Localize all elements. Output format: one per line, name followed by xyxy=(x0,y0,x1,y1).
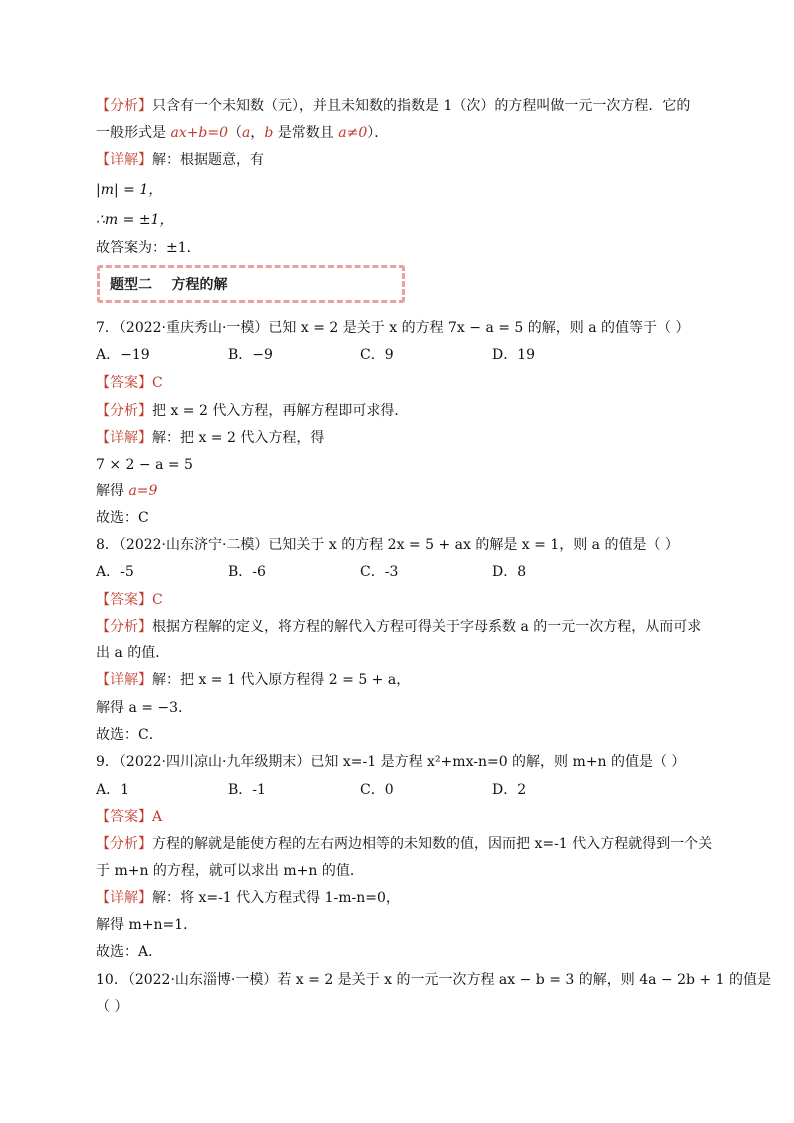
q8-choose: 故选：C． xyxy=(96,727,163,743)
m-result: ∴m = ±1， xyxy=(96,212,174,228)
q7-analysis xyxy=(96,401,706,421)
analysis-text: 根据方程解的定义，将方程的解代入方程可得关于字母系数 a 的一元一次方程，从而可求 xyxy=(152,619,702,635)
q9-step1: 解得 m+n=1． xyxy=(96,917,198,933)
detail-text: 解：把 x = 1 代入原方程得 2 = 5 + a， xyxy=(152,672,411,688)
q8-option-d: D．8 xyxy=(492,564,527,580)
general-form-formula: ax+b=0 xyxy=(170,125,229,141)
text-segment: 一般形式是 xyxy=(96,125,171,141)
q9-analysis-2: 于 m+n 的方程，就可以求出 m+n 的值． xyxy=(96,863,364,879)
q9-answer xyxy=(96,807,706,827)
q8-options xyxy=(96,562,706,582)
analysis-tag: 【分析】 xyxy=(96,403,152,419)
q8-analysis xyxy=(96,617,706,637)
q10-stem: 10．（2022·山东淄博·一模）若 x = 2 是关于 x 的一元一次方程 ax − b = 3 的解，则 4a − 2b + 1 的值是 xyxy=(96,972,771,988)
detail-tag: 【详解】 xyxy=(96,890,152,906)
q7-stem: 7．（2022·重庆秀山·一模）已知 x = 2 是关于 x 的方程 7x − a = 5 的解，则 a 的值等于（ ） xyxy=(96,320,690,336)
condition: a≠0 xyxy=(338,125,368,141)
answer-value: C xyxy=(152,592,163,608)
q9-option-d: D．2 xyxy=(492,782,527,798)
q8-detail xyxy=(96,670,706,690)
answer-line: 故答案为：±1． xyxy=(96,240,201,256)
answer-value: A xyxy=(152,809,163,825)
q9-choose: 故选：A． xyxy=(96,944,163,960)
q7-step2 xyxy=(96,481,706,501)
q7-step1: 7 × 2 − a = 5 xyxy=(96,457,193,473)
answer-tag: 【答案】 xyxy=(96,375,152,391)
detail-tag: 【详解】 xyxy=(96,430,152,446)
abs-m-equation: |m| = 1， xyxy=(96,182,163,198)
q8-option-a: A．-5 xyxy=(96,564,134,580)
text-segment: （ xyxy=(228,125,243,141)
q7-options xyxy=(96,345,706,365)
section-title: 题型二 方程的解 xyxy=(110,277,228,293)
text-segment: 解得 xyxy=(96,483,129,499)
text-segment: ）． xyxy=(367,125,389,141)
text-segment: 是常数且 xyxy=(273,125,339,141)
q8-option-c: C．-3 xyxy=(360,564,399,580)
var-b: b xyxy=(264,125,274,141)
analysis-line-1 xyxy=(96,96,706,116)
analysis-tag: 【分析】 xyxy=(96,619,152,635)
q9-detail xyxy=(96,888,706,908)
q9-option-c: C．0 xyxy=(360,782,394,798)
q7-detail xyxy=(96,428,706,448)
detail-line xyxy=(96,150,706,170)
q9-stem: 9．（2022·四川凉山·九年级期末）已知 x=-1 是方程 x²+mx-n=0 的解，则 m+n 的值是（ ） xyxy=(96,754,686,770)
q10-stem-2: （ ） xyxy=(96,999,129,1015)
analysis-tag: 【分析】 xyxy=(96,836,152,852)
detail-tag: 【详解】 xyxy=(96,152,152,168)
answer-tag: 【答案】 xyxy=(96,592,152,608)
q8-stem: 8．（2022·山东济宁·二模）已知关于 x 的方程 2x = 5 + ax 的解是 x = 1，则 a 的值是（ ） xyxy=(96,537,679,553)
q9-analysis xyxy=(96,834,713,854)
analysis-line-2 xyxy=(96,123,706,143)
q7-result: a=9 xyxy=(128,483,158,499)
q7-option-b: B．−9 xyxy=(228,347,273,363)
q8-answer xyxy=(96,590,706,610)
detail-text: 解：把 x = 2 代入方程，得 xyxy=(152,430,325,446)
q7-choose: 故选：C xyxy=(96,510,149,526)
q7-answer xyxy=(96,373,706,393)
q8-option-b: B．-6 xyxy=(228,564,266,580)
q8-step1: 解得 a = −3． xyxy=(96,700,193,716)
q9-options xyxy=(96,780,706,800)
detail-tag: 【详解】 xyxy=(96,672,152,688)
analysis-text: 方程的解就是能使方程的左右两边相等的未知数的值，因而把 x=-1 代入方程就得到一个关 xyxy=(152,836,713,852)
var-a: a xyxy=(242,125,251,141)
answer-tag: 【答案】 xyxy=(96,809,152,825)
text-segment: ， xyxy=(250,125,265,141)
q9-option-a: A．1 xyxy=(96,782,130,798)
detail-text: 解：根据题意，有 xyxy=(152,152,264,168)
analysis-tag: 【分析】 xyxy=(96,98,152,114)
detail-text: 解：将 x=-1 代入方程式得 1-m-n=0， xyxy=(152,890,400,906)
q7-option-c: C．9 xyxy=(360,347,394,363)
analysis-text: 只含有一个未知数（元），并且未知数的指数是 1（次）的方程叫做一元一次方程．它的 xyxy=(152,98,691,114)
analysis-text: 把 x = 2 代入方程，再解方程即可求得． xyxy=(152,403,409,419)
answer-value: C xyxy=(152,375,163,391)
q9-option-b: B．-1 xyxy=(228,782,266,798)
q7-option-d: D．19 xyxy=(492,347,536,363)
q7-option-a: A．−19 xyxy=(96,347,150,363)
q8-analysis-2: 出 a 的值． xyxy=(96,645,170,661)
